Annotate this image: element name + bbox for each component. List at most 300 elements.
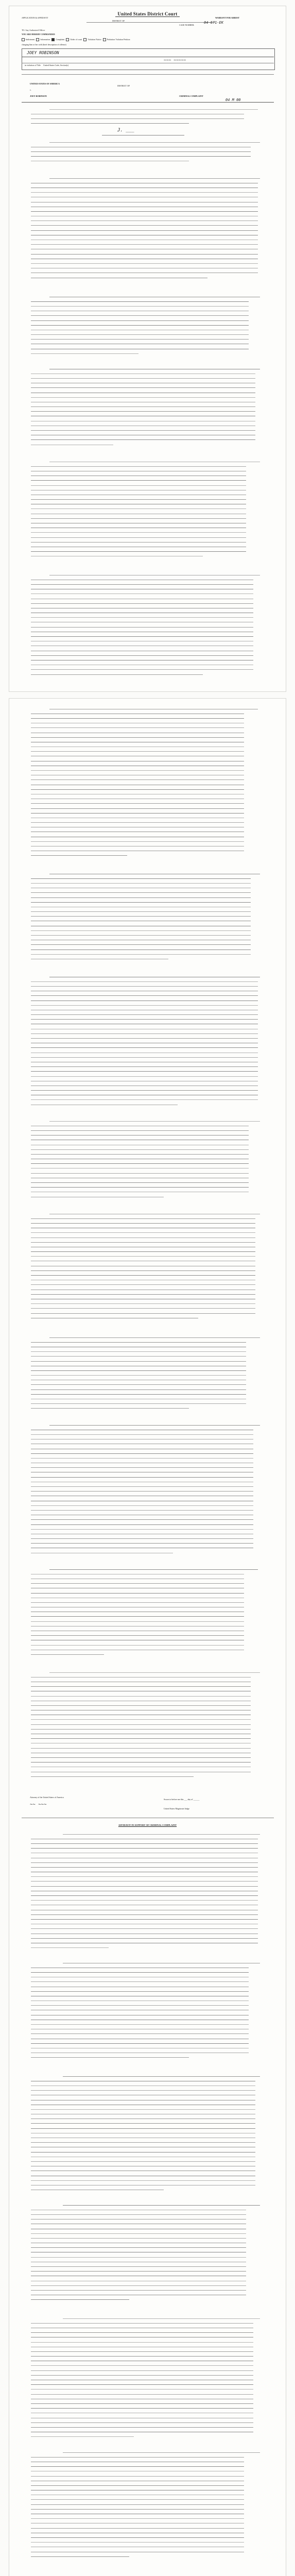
text-line xyxy=(31,839,260,844)
text-line xyxy=(31,928,260,933)
statute-label: in violation of Title United States Code, Section(s) xyxy=(25,64,69,66)
district-underline xyxy=(86,22,215,23)
text-line xyxy=(31,1774,260,1779)
text-line xyxy=(31,835,260,839)
text-line xyxy=(31,1713,260,1718)
checkbox-order xyxy=(66,38,69,41)
checkbox-complaint xyxy=(51,38,55,41)
text-line xyxy=(31,107,260,112)
text-line xyxy=(31,1013,260,1018)
text-line xyxy=(31,1851,260,1856)
text-line xyxy=(31,895,260,900)
text-line xyxy=(31,1846,260,1851)
text-line xyxy=(31,2368,260,2373)
handwritten-case-number: 04-671-EK xyxy=(204,21,223,25)
text-line xyxy=(31,750,260,754)
intro-paragraph xyxy=(31,107,260,128)
text-line xyxy=(31,1378,260,1383)
text-line xyxy=(31,526,260,531)
body-paragraph-10 xyxy=(31,1212,260,1325)
sworn-block xyxy=(31,140,260,166)
text-line xyxy=(31,1685,260,1689)
district-line: DISTRICT OF xyxy=(112,20,125,22)
text-line xyxy=(31,498,260,502)
text-line xyxy=(31,2493,260,2498)
text-line xyxy=(31,2208,260,2212)
text-line xyxy=(31,938,260,943)
text-line xyxy=(31,1036,260,1041)
text-line xyxy=(31,2264,260,2269)
text-line xyxy=(31,2397,260,2401)
text-line xyxy=(31,2526,260,2531)
body-paragraph-11 xyxy=(31,1335,260,1413)
text-line xyxy=(31,1760,260,1765)
text-line xyxy=(31,1893,260,1898)
text-line xyxy=(31,488,260,493)
text-line xyxy=(31,1489,260,1494)
text-line xyxy=(31,531,260,535)
text-line xyxy=(31,639,260,644)
text-line xyxy=(31,295,260,299)
text-line xyxy=(31,1989,260,1994)
text-line xyxy=(31,2217,260,2222)
text-line xyxy=(31,1965,260,1970)
text-line xyxy=(31,304,260,309)
text-line xyxy=(31,1221,260,1226)
text-line xyxy=(31,1070,260,1074)
text-line xyxy=(31,1703,260,1708)
text-line xyxy=(31,830,260,835)
text-line xyxy=(31,309,260,314)
text-line xyxy=(31,1185,260,1190)
text-line xyxy=(31,176,260,181)
text-line xyxy=(31,1475,260,1480)
text-line xyxy=(31,502,260,507)
text-line xyxy=(31,2141,260,2145)
text-line xyxy=(31,768,260,773)
text-line xyxy=(31,1231,260,1235)
text-line xyxy=(31,1060,260,1064)
text-line xyxy=(31,989,260,994)
text-line xyxy=(31,2521,260,2526)
text-line xyxy=(31,507,260,512)
text-line xyxy=(31,1751,260,1755)
text-line xyxy=(31,2145,260,2150)
text-line xyxy=(31,1302,260,1307)
text-line xyxy=(31,1046,260,1050)
text-line xyxy=(31,1572,260,1577)
text-line xyxy=(31,2507,260,2512)
text-line xyxy=(31,1171,260,1176)
body-paragraph-3 xyxy=(31,367,260,449)
text-line xyxy=(31,578,260,582)
text-line xyxy=(31,663,260,668)
text-line xyxy=(31,414,260,419)
text-line xyxy=(31,195,260,200)
text-line xyxy=(31,1022,260,1027)
body-paragraph-12 xyxy=(31,1423,260,1557)
caption-doc-type: CRIMINAL COMPLAINT xyxy=(179,95,203,97)
text-line xyxy=(31,271,260,276)
text-line xyxy=(31,2004,260,2008)
text-line xyxy=(31,606,260,611)
text-line xyxy=(31,1841,260,1846)
text-line xyxy=(31,1889,260,1893)
text-line xyxy=(31,2574,260,2576)
text-line xyxy=(31,2288,260,2293)
text-line xyxy=(31,2545,260,2550)
text-line xyxy=(31,900,260,905)
text-line xyxy=(31,1727,260,1732)
text-line xyxy=(31,1268,260,1273)
text-line xyxy=(31,2321,260,2326)
text-line xyxy=(31,200,260,205)
text-line xyxy=(31,1307,260,1311)
text-line xyxy=(31,479,260,483)
text-line xyxy=(31,2430,260,2435)
to-label: TO: Any Authorized Officer xyxy=(22,29,45,31)
text-line xyxy=(31,802,260,806)
text-line xyxy=(31,2345,260,2349)
text-line xyxy=(31,1162,260,1166)
text-line xyxy=(31,1157,260,1162)
text-line xyxy=(31,2112,260,2117)
text-line xyxy=(31,711,260,716)
text-line xyxy=(31,535,260,540)
text-line xyxy=(31,1402,260,1406)
docket-label: CASE NUMBER: xyxy=(179,24,195,26)
text-line xyxy=(31,1245,260,1249)
affidavit-paragraph-1 xyxy=(31,1832,260,1951)
text-line xyxy=(31,2420,260,2425)
text-line xyxy=(31,2260,260,2264)
text-line xyxy=(31,1240,260,1245)
text-line xyxy=(31,2387,260,2392)
affidavit-paragraph-4 xyxy=(31,2203,260,2306)
text-line xyxy=(31,1856,260,1860)
text-line xyxy=(31,726,260,731)
text-line xyxy=(31,1098,260,1103)
text-line xyxy=(31,2498,260,2502)
text-line xyxy=(31,1311,260,1316)
text-line xyxy=(31,1273,260,1278)
text-line xyxy=(31,1980,260,1985)
text-line xyxy=(31,1374,260,1378)
text-line xyxy=(31,1638,260,1643)
text-line xyxy=(31,2512,260,2516)
text-line xyxy=(31,2255,260,2260)
text-line xyxy=(31,1908,260,1912)
text-line xyxy=(31,573,260,578)
text-line xyxy=(31,2155,260,2159)
body-paragraph-4 xyxy=(31,460,260,563)
body-paragraph-2 xyxy=(31,295,260,357)
text-line xyxy=(31,1737,260,1741)
text-line xyxy=(31,1335,260,1340)
text-line xyxy=(31,943,260,947)
text-line xyxy=(31,261,260,266)
body-paragraph-13 xyxy=(31,1567,260,1660)
text-line xyxy=(31,540,260,545)
text-line xyxy=(31,1837,260,1841)
text-line xyxy=(31,597,260,601)
text-line xyxy=(31,376,260,381)
text-line xyxy=(31,1532,260,1536)
checkbox-information xyxy=(36,38,39,41)
court-title: United States District Court xyxy=(9,11,286,16)
text-line xyxy=(31,1406,260,1411)
judge-label-1: United States Magistrate Judge xyxy=(164,1807,189,1810)
text-line xyxy=(31,1428,260,1432)
form-label: WARRANT FOR ARREST xyxy=(215,16,240,19)
text-line xyxy=(31,140,260,145)
text-line xyxy=(31,1586,260,1591)
text-line xyxy=(31,400,260,404)
text-line xyxy=(31,601,260,606)
text-line xyxy=(31,731,260,735)
body-paragraph-1 xyxy=(31,176,260,284)
affidavit-paragraph-6 xyxy=(31,2450,260,2564)
text-line xyxy=(31,2359,260,2364)
caption-versus: v. xyxy=(30,89,31,91)
text-line xyxy=(31,1675,260,1680)
text-line xyxy=(31,1350,260,1354)
page-affidavit xyxy=(9,699,286,2576)
text-line xyxy=(31,464,260,469)
text-line xyxy=(31,933,260,938)
text-line xyxy=(31,1870,260,1875)
text-line xyxy=(31,2455,260,2460)
text-line xyxy=(31,1903,260,1908)
text-line xyxy=(31,1364,260,1368)
text-line xyxy=(31,1480,260,1484)
text-line xyxy=(31,816,260,820)
text-line xyxy=(31,233,260,238)
text-line xyxy=(31,905,260,909)
affidavit-heading: AFFIDAVIT IN SUPPORT OF CRIMINAL COMPLAINT xyxy=(118,1824,177,1826)
text-line xyxy=(31,1074,260,1079)
text-line xyxy=(31,257,260,261)
text-line xyxy=(31,2416,260,2420)
text-line xyxy=(31,2488,260,2493)
text-line xyxy=(31,1931,260,1936)
text-line xyxy=(31,582,260,587)
text-line xyxy=(31,460,260,464)
text-line xyxy=(31,919,260,924)
text-line xyxy=(31,806,260,811)
text-line xyxy=(31,773,260,778)
text-line xyxy=(31,1055,260,1060)
text-line xyxy=(31,1615,260,1619)
text-line xyxy=(31,252,260,257)
text-line xyxy=(31,947,260,952)
text-line xyxy=(31,1755,260,1760)
text-line xyxy=(31,876,260,881)
text-line xyxy=(31,1180,260,1185)
text-line xyxy=(31,1699,260,1703)
text-line xyxy=(31,2083,260,2088)
text-line xyxy=(31,191,260,195)
text-line xyxy=(31,1250,260,1255)
sworn-before-label: Sworn to before me this ___ day of ______ xyxy=(164,1798,200,1801)
text-line xyxy=(31,1577,260,1581)
text-line xyxy=(31,1484,260,1489)
text-line xyxy=(31,620,260,625)
text-line xyxy=(31,792,260,796)
text-line xyxy=(31,410,260,414)
text-line xyxy=(31,2046,260,2050)
body-paragraph-5 xyxy=(31,573,260,681)
text-line xyxy=(31,214,260,219)
text-line xyxy=(31,1865,260,1870)
text-line xyxy=(31,998,260,1003)
text-line xyxy=(31,783,260,787)
text-line xyxy=(31,2517,260,2521)
text-line xyxy=(31,587,260,592)
text-line xyxy=(31,2169,260,2174)
text-line xyxy=(31,1708,260,1713)
text-line xyxy=(31,957,260,961)
text-line xyxy=(31,1546,260,1551)
text-line xyxy=(31,2126,260,2131)
text-line xyxy=(31,1985,260,1989)
text-line xyxy=(31,474,260,479)
text-line xyxy=(31,1432,260,1437)
text-line xyxy=(31,443,260,447)
body-paragraph-9 xyxy=(31,1119,260,1201)
text-line xyxy=(31,1383,260,1387)
text-line xyxy=(31,1582,260,1586)
text-line xyxy=(31,1884,260,1889)
text-line xyxy=(31,2103,260,2107)
text-line xyxy=(31,2550,260,2554)
checkbox-indictment xyxy=(22,38,25,41)
check-options: Indictment Information Complaint Order of court Violation Notice Probation Violation Petition xyxy=(22,38,130,41)
text-line xyxy=(31,1018,260,1022)
caption-district: DISTRICT OF xyxy=(117,84,130,87)
text-line xyxy=(31,1103,260,1107)
text-line xyxy=(31,821,260,825)
text-line xyxy=(31,2231,260,2236)
text-line xyxy=(31,1027,260,1031)
text-line xyxy=(31,910,260,914)
text-line xyxy=(31,2018,260,2022)
text-line xyxy=(31,1643,260,1648)
text-line xyxy=(31,1689,260,1694)
text-line xyxy=(31,1278,260,1283)
body-paragraph-6 xyxy=(31,707,260,861)
text-line xyxy=(31,1176,260,1180)
text-line xyxy=(31,1008,260,1012)
text-line xyxy=(31,1741,260,1746)
caption-rule xyxy=(22,102,274,103)
text-line xyxy=(31,2159,260,2164)
text-line xyxy=(31,592,260,597)
text-line xyxy=(31,155,260,159)
page-warrant xyxy=(9,6,286,691)
text-line xyxy=(31,342,260,347)
text-line xyxy=(31,1970,260,1975)
text-line xyxy=(31,1456,260,1461)
text-line xyxy=(31,1255,260,1259)
text-line xyxy=(31,122,260,126)
text-line xyxy=(31,112,260,116)
text-line xyxy=(31,1917,260,1922)
text-line xyxy=(31,2435,260,2439)
text-line xyxy=(31,266,260,271)
text-line xyxy=(31,2293,260,2298)
text-line xyxy=(31,1316,260,1320)
text-line xyxy=(31,1624,260,1629)
text-line xyxy=(31,185,260,190)
text-line xyxy=(31,1732,260,1736)
text-line xyxy=(31,644,260,649)
text-line xyxy=(31,1359,260,1364)
text-line xyxy=(31,1190,260,1195)
text-line xyxy=(31,2212,260,2217)
text-line xyxy=(31,716,260,721)
text-line xyxy=(31,707,260,711)
text-line xyxy=(31,2373,260,2378)
text-line xyxy=(31,1287,260,1292)
text-line xyxy=(31,2460,260,2464)
text-line xyxy=(31,1541,260,1546)
text-line xyxy=(31,1387,260,1392)
text-line xyxy=(31,653,260,658)
text-line xyxy=(31,1670,260,1675)
text-line xyxy=(31,2340,260,2345)
text-line xyxy=(31,2079,260,2083)
text-line xyxy=(31,318,260,323)
text-line xyxy=(31,554,260,559)
text-line xyxy=(31,994,260,998)
text-line xyxy=(31,1216,260,1221)
text-line xyxy=(31,550,260,554)
text-line xyxy=(31,391,260,395)
text-line xyxy=(31,1518,260,1522)
text-line xyxy=(31,1368,260,1373)
text-line xyxy=(31,209,260,214)
text-line xyxy=(31,2236,260,2241)
text-line xyxy=(31,381,260,386)
text-line xyxy=(31,1503,260,1508)
text-line xyxy=(31,1619,260,1624)
text-line xyxy=(31,2032,260,2037)
text-line xyxy=(31,668,260,672)
text-line xyxy=(31,1922,260,1927)
signature-2: ~~ ~~~ xyxy=(30,1802,47,1807)
text-line xyxy=(31,1648,260,1652)
text-line xyxy=(31,116,260,121)
text-line xyxy=(31,1975,260,1980)
text-line xyxy=(31,2535,260,2540)
text-line xyxy=(31,512,260,516)
text-line xyxy=(31,1392,260,1397)
text-line xyxy=(31,1119,260,1124)
text-line xyxy=(31,1941,260,1945)
text-line xyxy=(31,2178,260,2183)
text-line xyxy=(31,2326,260,2330)
text-line xyxy=(31,1442,260,1447)
text-line xyxy=(31,1292,260,1297)
text-line xyxy=(31,1143,260,1147)
text-line xyxy=(31,625,260,630)
text-line xyxy=(31,238,260,242)
text-line xyxy=(31,2483,260,2488)
text-line xyxy=(31,2188,260,2193)
text-line xyxy=(31,276,260,280)
text-line xyxy=(31,2335,260,2340)
